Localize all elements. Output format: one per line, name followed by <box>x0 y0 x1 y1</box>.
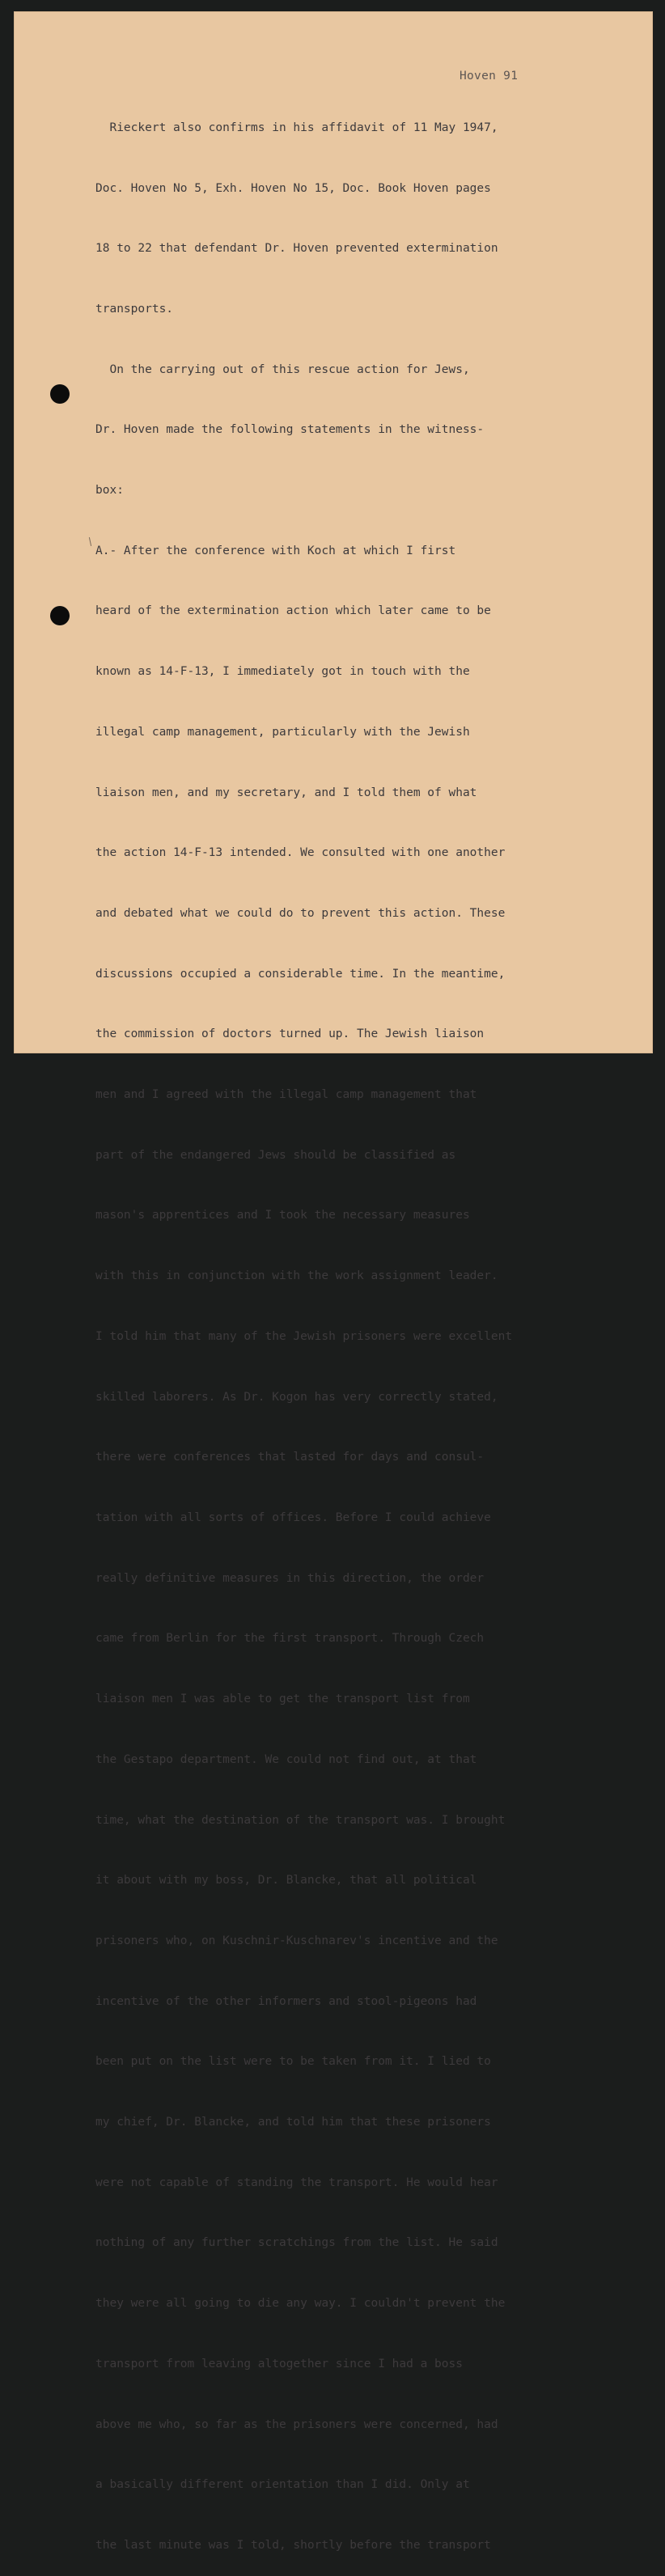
text-line: my chief, Dr. Blancke, and told him that these prisoners <box>95 2116 491 2129</box>
text-line: and debated what we could do to prevent this action. These <box>95 906 506 920</box>
text-line: were not capable of standing the transport. He would hear <box>95 2176 498 2189</box>
text-line: men and I agreed with the illegal camp management that <box>95 1088 477 1102</box>
text-line: discussions occupied a considerable time. In the meantime, <box>95 967 506 981</box>
page-number: Hoven 91 <box>460 70 519 83</box>
text-line: liaison men I was able to get the transport list from <box>95 1693 470 1706</box>
text-line: the last minute was I told, shortly before the transport <box>95 2538 491 2552</box>
text-line: nothing of any further scratchings from the list. He said <box>95 2236 498 2250</box>
text-line: prisoners who, on Kuschnir-Kuschnarev's incentive and the <box>95 1934 498 1947</box>
margin-mark <box>89 537 91 546</box>
text-line: A.- After the conference with Koch at which I first <box>95 544 456 557</box>
text-line: Doc. Hoven No 5, Exh. Hoven No 15, Doc. Book Hoven pages <box>95 181 491 195</box>
text-line: a basically different orientation than I did. Only at <box>95 2478 470 2492</box>
text-line: tation with all sorts of offices. Before I could achieve <box>95 1510 491 1524</box>
text-line: the commission of doctors turned up. The Jewish liaison <box>95 1027 485 1041</box>
text-line: mason's apprentices and I took the necessary measures <box>95 1209 470 1222</box>
text-line: Rieckert also confirms in his affidavit of 11 May 1947, <box>95 121 498 134</box>
text-line: really definitive measures in this direction, the order <box>95 1571 485 1585</box>
text-line: heard of the extermination action which later came to be <box>95 604 491 618</box>
text-line: the action 14-F-13 intended. We consulted with one another <box>95 846 506 860</box>
text-line: it about with my boss, Dr. Blancke, that all political <box>95 1874 477 1888</box>
text-line: transports. <box>95 302 174 316</box>
text-line: On the carrying out of this rescue action for Jews, <box>95 362 470 376</box>
text-line: liaison men, and my secretary, and I told them of what <box>95 786 477 799</box>
text-line: the Gestapo department. We could not find out, at that <box>95 1752 477 1766</box>
text-line: transport from leaving altogether since I had a boss <box>95 2357 463 2371</box>
document-body <box>95 78 605 2576</box>
text-line: known as 14-F-13, I immediately got in touch with the <box>95 665 470 679</box>
text-line: been put on the list were to be taken from it. I lied to <box>95 2055 491 2069</box>
text-line: Dr. Hoven made the following statements in the witness- <box>95 423 485 437</box>
text-line: I told him that many of the Jewish prisoners were excellent <box>95 1329 513 1343</box>
text-line: time, what the destination of the transport was. I brought <box>95 1813 506 1827</box>
text-line: came from Berlin for the first transport. Through Czech <box>95 1632 485 1646</box>
text-line: they were all going to die any way. I couldn't prevent the <box>95 2297 506 2311</box>
text-line: incentive of the other informers and stool-pigeons had <box>95 1994 477 2008</box>
text-line: skilled laborers. As Dr. Kogon has very correctly stated, <box>95 1390 498 1404</box>
text-line: there were conferences that lasted for days and consul- <box>95 1451 485 1464</box>
punch-hole <box>50 384 70 404</box>
text-line: 18 to 22 that defendant Dr. Hoven prevented extermination <box>95 242 498 256</box>
text-line: with this in conjunction with the work assignment leader. <box>95 1269 498 1283</box>
text-line: part of the endangered Jews should be classified as <box>95 1148 456 1162</box>
punch-hole <box>50 606 70 625</box>
text-line: box: <box>95 484 124 498</box>
text-line: above me who, so far as the prisoners were concerned, had <box>95 2417 498 2431</box>
text-line: illegal camp management, particularly with the Jewish <box>95 725 470 739</box>
